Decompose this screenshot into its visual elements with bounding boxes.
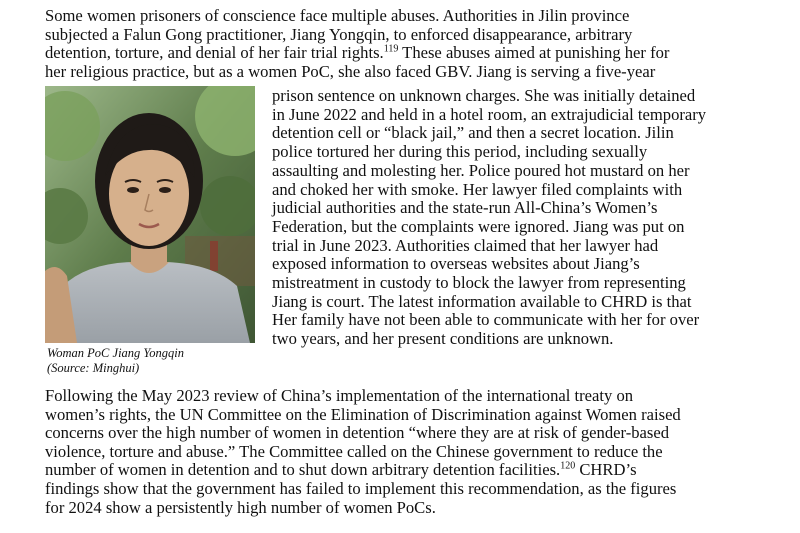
second-line-5-tail: CHRD’s — [575, 460, 637, 480]
side-line: assaulting and molesting her. Police poured hot mustard on her — [272, 160, 690, 180]
side-line: judicial authorities and the state-run All-China’s Women’s — [272, 198, 658, 218]
portrait-image — [45, 86, 255, 343]
side-line: prison sentence on unknown charges. She was initially detained — [272, 86, 696, 105]
footnote-119[interactable]: 119 — [383, 43, 399, 55]
side-line: mistreatment in custody to block the lawyer from representing — [272, 273, 686, 293]
intro-paragraph — [45, 7, 785, 81]
side-line: Jiang is court. The latest information available to CHRD is that — [272, 291, 692, 311]
second-line-5 — [45, 461, 785, 480]
second-line-6: findings show that the government has failed to implement this recommendation, as the figures — [45, 478, 677, 498]
second-line-5-text: number of women in detention and to shut down arbitrary detention facilities. — [45, 460, 561, 480]
caption-line-1: Woman PoC Jiang Yongqin — [47, 346, 184, 360]
side-line: and choked her with smoke. Her lawyer filed complaints with — [272, 179, 683, 199]
portrait-photo — [45, 86, 255, 343]
side-line: police tortured her during this period, including sexually — [272, 142, 648, 162]
intro-line-4: her religious practice, but as a women PoC, she also faced GBV. Jiang is serving a five-year — [45, 61, 656, 81]
intro-line-3-tail: These abuses aimed at punishing her for — [398, 43, 670, 63]
caption-line-2: (Source: Minghui) — [47, 361, 140, 376]
second-line-1: Following the May 2023 review of China’s implementation of the international treaty on — [45, 386, 634, 405]
side-line: two years, and her present conditions are unknown. — [272, 329, 614, 349]
second-paragraph — [45, 387, 785, 517]
side-line: Federation, but the complaints were ignored. Jiang was put on — [272, 216, 685, 236]
side-line: detention cell or “black jail,” and then a secret location. Jilin — [272, 123, 674, 143]
second-line-2: women’s rights, the UN Committee on the Elimination of Discrimination against Women raised — [45, 404, 681, 424]
second-line-4: violence, torture and abuse.” The Committee called on the Chinese government to reduce the — [45, 441, 663, 461]
second-line-7: for 2024 show a persistently high number of women PoCs. — [45, 497, 436, 517]
intro-line-3-text: detention, torture, and denial of her fair trial rights. — [45, 43, 384, 63]
side-paragraph — [272, 87, 787, 349]
intro-line-2: subjected a Falun Gong practitioner, Jiang Yongqin, to enforced disappearance, arbitrary — [45, 24, 633, 44]
side-line: Her family have not been able to communicate with her for over — [272, 310, 700, 330]
photo-caption — [47, 346, 184, 377]
intro-line-3 — [45, 44, 785, 63]
side-line: trial in June 2023. Authorities claimed that her lawyer had — [272, 235, 659, 255]
side-line: exposed information to overseas websites about Jiang’s — [272, 254, 640, 274]
footnote-120[interactable]: 120 — [560, 460, 576, 472]
side-line: in June 2022 and held in a hotel room, an extrajudicial temporary — [272, 104, 707, 124]
intro-line-1: Some women prisoners of conscience face multiple abuses. Authorities in Jilin province — [45, 6, 630, 25]
second-line-3: concerns over the high number of women in detention “where they are at risk of gender-based — [45, 423, 670, 443]
